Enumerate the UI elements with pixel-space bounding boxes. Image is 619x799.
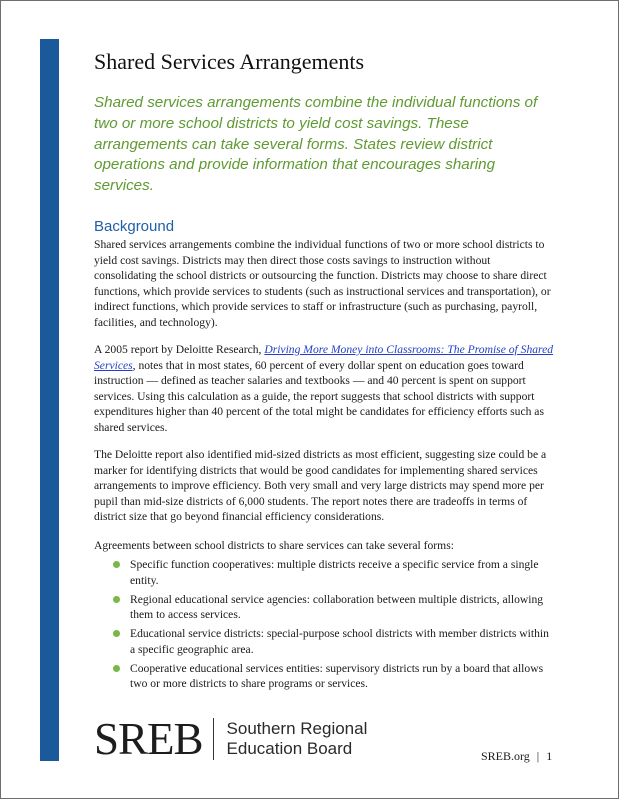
footer-site: SREB.org [481, 749, 530, 763]
bullet-dot-icon [113, 561, 120, 568]
list-item-text: Cooperative educational services entities: supervisory districts run by a board that allows two or more districts to share programs or services. [130, 661, 544, 690]
list-item [94, 626, 554, 657]
paragraph-1: Shared services arrangements combine the individual functions of two or more school districts to yield cost savings. Districts may then direct those costs savings to instruction without consolidating the school districts or outsourcing the function. Districts may choose to share direct functions, which provide services to students (such as instructional services and transportation), or indirect functions, which provide services to staff or infrastructure (such as purchasing, payroll, facilities, and technology). [94, 238, 551, 329]
list-item [94, 661, 554, 692]
paragraph-3: The Deloitte report also identified mid-sized districts as most efficient, suggesting size could be a marker for identifying districts that would be good candidates for implementing shared services arrangements to improve efficiency. Both very small and very large districts may spend more per pupil than mid-size districts of 6,000 students. The report notes there are tradeoffs in terms of district size that go beyond financial efficiency considerations. [94, 448, 547, 523]
paragraph-2 [94, 342, 554, 435]
bullet-dot-icon [113, 630, 120, 637]
logo-subtitle-line-2: Education Board [226, 739, 353, 758]
list-item-text: Regional educational service agencies: collaboration between multiple districts, allowing them to access services. [130, 592, 544, 621]
list-item-text: Educational service districts: special-purpose school districts with member districts within a specific geographic area. [130, 627, 549, 656]
page-title: Shared Services Arrangements [94, 49, 365, 74]
logo-subtitle-line-1: Southern Regional [226, 719, 368, 738]
footer-separator: | [536, 749, 540, 763]
list-item [94, 557, 554, 588]
bullet-dot-icon [113, 665, 120, 672]
paragraph-4: Agreements between school districts to share services can take several forms: [94, 539, 454, 552]
list-item-text: Specific function cooperatives: multiple districts receive a specific service from a single entity. [130, 558, 539, 587]
accent-sidebar [40, 39, 59, 761]
paragraph-2-rest: , notes that in most states, 60 percent of every dollar spent on education goes toward instruction — defined as teacher salaries and textbooks — and 40 percent is spent on support services. Using this calculation as a guide, the report suggests that school districts with support expenditures higher than 40 percent of the total might be candidates for efficiency efforts such as shared services. [94, 358, 544, 434]
page-footer [481, 748, 552, 764]
paragraph-2-lead: A 2005 report by Deloitte Research, [94, 343, 265, 356]
shared-services-forms-list [94, 557, 554, 695]
logo-wordmark: SREB [94, 714, 203, 764]
deloitte-report-link[interactable]: Driving More Money into Classrooms: The Promise of Shared Services [94, 343, 554, 372]
logo-divider [213, 718, 214, 760]
logo-subtitle [227, 719, 368, 759]
intro-summary: Shared services arrangements combine the individual functions of two or more school districts to yield cost savings. These arrangements can take several forms. States review district operations and provide information that encourages sharing services. [94, 94, 538, 195]
list-item [94, 592, 554, 623]
sreb-logo [94, 714, 368, 764]
page-number: 1 [546, 749, 553, 763]
bullet-dot-icon [113, 596, 120, 603]
section-heading-background: Background [94, 218, 175, 235]
